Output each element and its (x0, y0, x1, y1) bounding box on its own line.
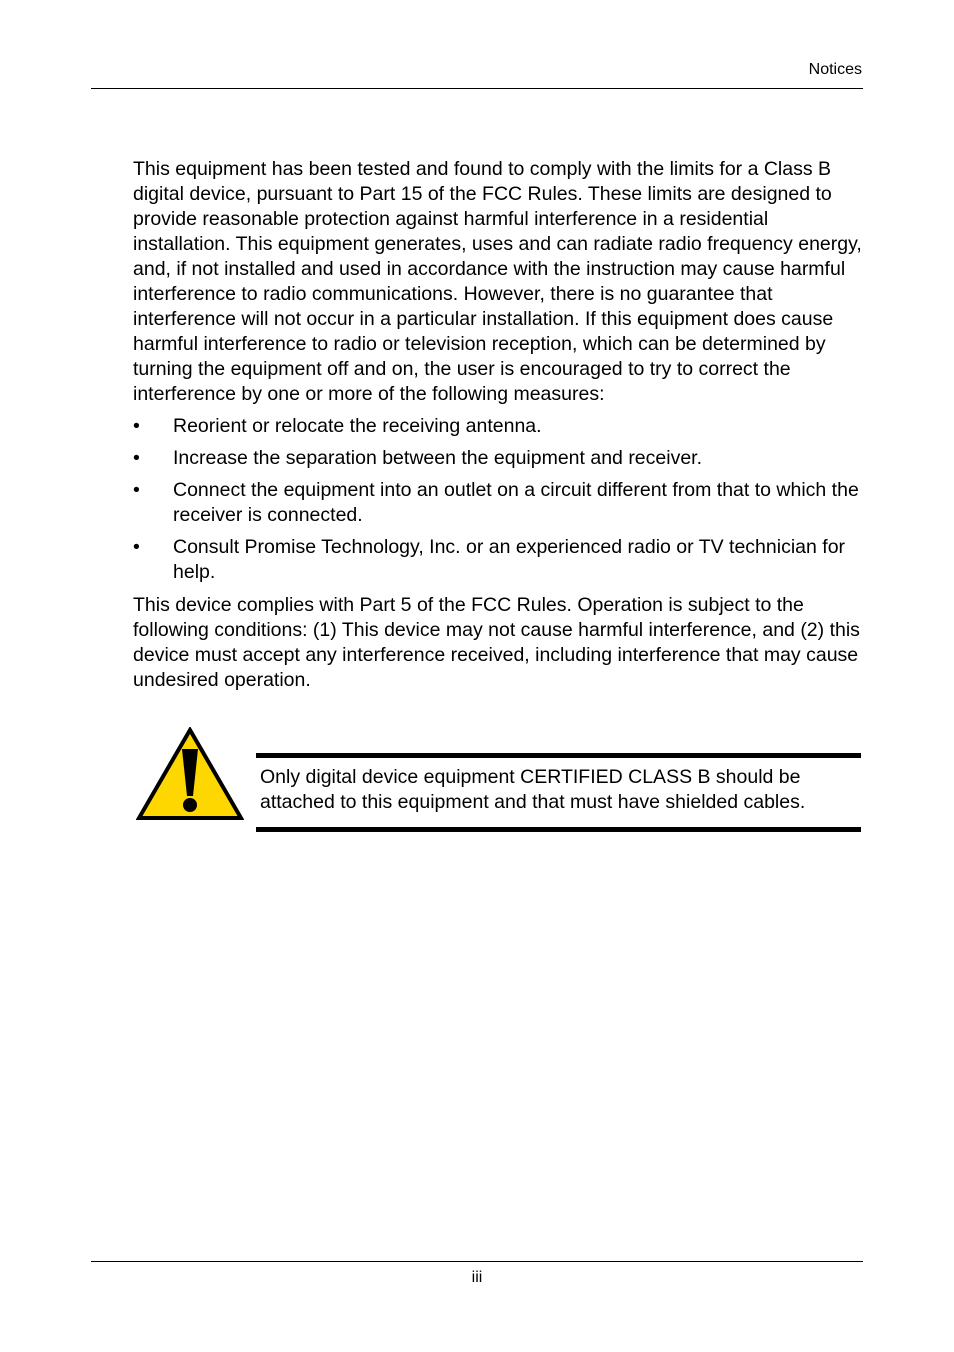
bullet-marker: • (133, 415, 140, 437)
running-header: Notices (808, 61, 862, 78)
caution-text: Only digital device equipment CERTIFIED CLASS B should be attached to this equipment and that must have shielded cables. (260, 766, 806, 813)
list-item-text: Increase the separation between the equipment and receiver. (173, 447, 703, 469)
bullet-marker: • (133, 447, 140, 469)
header-divider (91, 88, 863, 89)
footer-divider (91, 1261, 863, 1262)
page-number: iii (471, 1269, 483, 1286)
page-content (133, 157, 865, 693)
list-item-text: Connect the equipment into an outlet on a circuit different from that to which the receiver is connected. (173, 479, 859, 526)
compliance-paragraph: This device complies with Part 5 of the FCC Rules. Operation is subject to the following conditions: (1) This device may not cause harmful interference, and (2) this device must accept any interference received, including interference that may cause undesired operation. (133, 594, 860, 691)
bullet-marker: • (133, 479, 140, 501)
list-item-text: Reorient or relocate the receiving antenna. (173, 415, 542, 437)
list-item (133, 535, 865, 585)
list-item (133, 446, 865, 471)
measures-list (133, 414, 865, 585)
fcc-paragraph: This equipment has been tested and found to comply with the limits for a Class B digital device, pursuant to Part 15 of the FCC Rules. These limits are designed to provide reasonable protection against harmful interference in a residential installation. This equipment generates, uses and can radiate radio frequency energy, and, if not installed and used in accordance with the instruction may cause harmful interference to radio communications. However, there is no guarantee that interference will not occur in a particular installation. If this equipment does cause harmful interference to radio or television reception, which can be determined by turning the equipment off and on, the user is encouraged to try to correct the interference by one or more of the following measures: (133, 158, 862, 405)
list-item (133, 414, 865, 439)
warning-triangle-icon (136, 727, 244, 821)
list-item (133, 478, 865, 528)
caution-text-box (256, 753, 861, 832)
caution-notice (136, 727, 863, 832)
list-item-text: Consult Promise Technology, Inc. or an experienced radio or TV technician for help. (173, 536, 846, 583)
bullet-marker: • (133, 536, 140, 558)
